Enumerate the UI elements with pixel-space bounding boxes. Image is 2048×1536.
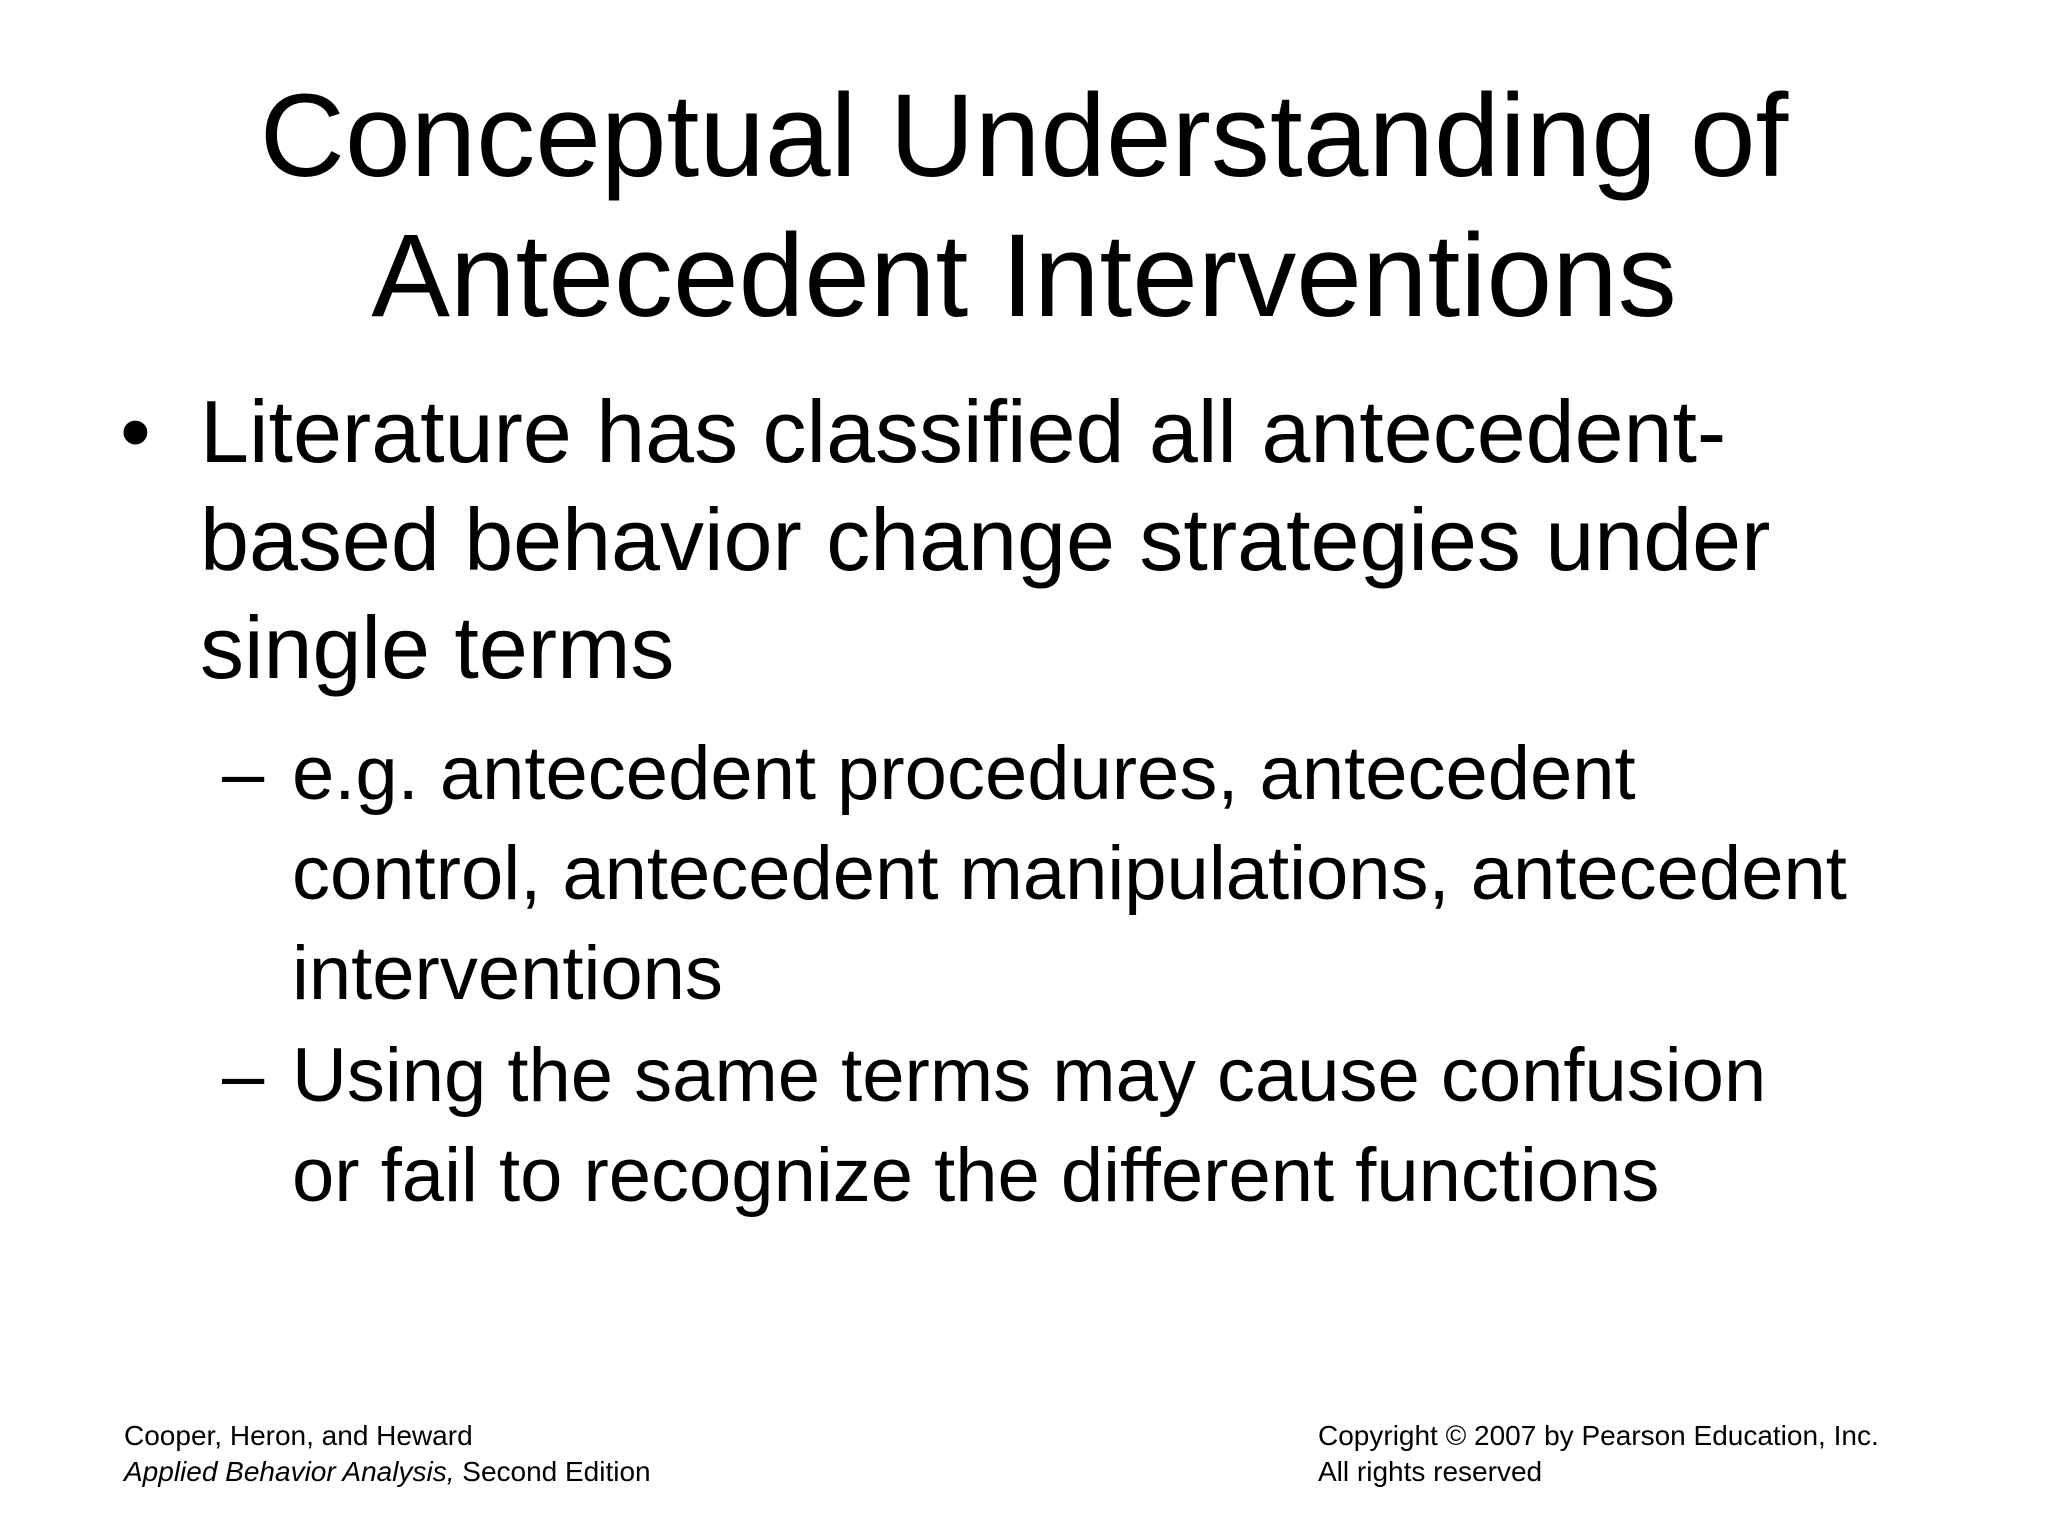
footer-citation bbox=[124, 1418, 651, 1490]
dash-icon: – bbox=[222, 1033, 265, 1118]
footer-copyright bbox=[1318, 1418, 1879, 1490]
bullet-text bbox=[200, 378, 1960, 702]
footer-authors: Cooper, Heron, and Heward bbox=[124, 1420, 473, 1451]
sub-bullet-line-2: control, antecedent manipulations, antecedent bbox=[292, 831, 1847, 916]
title-line-2: Antecedent Interventions bbox=[371, 210, 1677, 342]
bullet-line-2: based behavior change strategies under bbox=[200, 490, 1771, 589]
footer-book-title: Applied Behavior Analysis, bbox=[124, 1456, 455, 1487]
bullet-line-3: single terms bbox=[200, 598, 675, 697]
slide-title bbox=[0, 66, 2048, 346]
sub-bullet-line-1: Using the same terms may cause confusion bbox=[292, 1033, 1767, 1118]
title-line-1: Conceptual Understanding of bbox=[259, 70, 1789, 202]
footer-edition: Second Edition bbox=[454, 1456, 651, 1487]
sub-bullet-line-1: e.g. antecedent procedures, antecedent bbox=[292, 731, 1636, 816]
copyright-text: Copyright © 2007 by Pearson Education, Inc. bbox=[1318, 1420, 1879, 1451]
sub-bullet-text bbox=[292, 1026, 2012, 1226]
bullet-line-1: Literature has classified all antecedent- bbox=[200, 382, 1727, 481]
sub-bullet-text bbox=[292, 724, 2012, 1024]
dash-icon: – bbox=[222, 731, 265, 816]
sub-bullet-line-2: or fail to recognize the different functions bbox=[292, 1133, 1660, 1218]
bullet-icon: • bbox=[120, 382, 151, 481]
sub-bullet-line-3: interventions bbox=[292, 931, 723, 1016]
footer-book-line bbox=[124, 1454, 651, 1490]
rights-text: All rights reserved bbox=[1318, 1456, 1543, 1487]
